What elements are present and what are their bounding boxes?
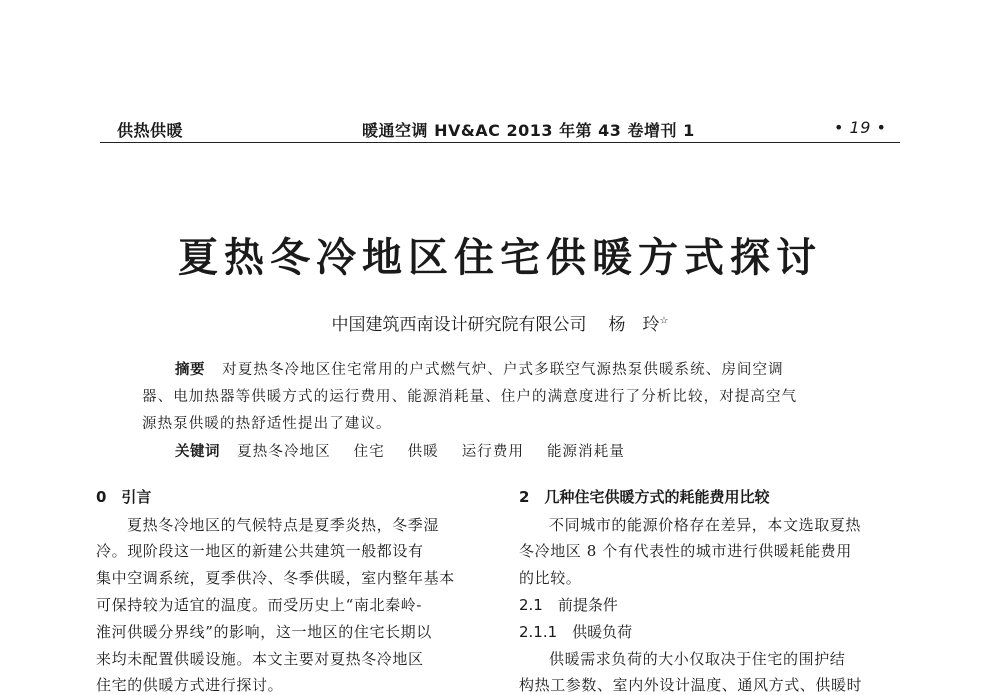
keyword-item: 供暖 [407, 444, 439, 460]
keyword-item: 夏热冬冷地区 [237, 444, 331, 460]
author-line [0, 310, 1000, 335]
intro-line: 住宅的供暖方式进行探讨。 [96, 676, 284, 694]
abstract-line-1 [175, 358, 784, 379]
intro-line: 可保持较为适宜的温度。而受历史上“南北秦岭- [96, 596, 422, 614]
header-journal-info: 暖通空调 HV&AC 2013 年第 43 卷增刊 1 [362, 121, 695, 140]
keyword-item: 运行费用 [461, 444, 525, 460]
intro-line: 夏热冬冷地区的气候特点是夏季炎热，冬季湿 [127, 516, 440, 534]
intro-line: 集中空调系统，夏季供冷、冬季供暖，室内整年基本 [96, 569, 455, 587]
intro-line: 淮河供暖分界线”的影响，这一地区的住宅长期以 [96, 623, 432, 641]
section-heading-intro: 0 引言 [96, 488, 152, 506]
author-name: 杨 玲 [608, 315, 660, 335]
header-rule [100, 142, 900, 143]
intro-line: 冷。现阶段这一地区的新建公共建筑一般都设有 [96, 542, 424, 560]
abstract-text-1: 对夏热冬冷地区住宅常用的户式燃气炉、户式多联空气源热泵供暖系统、房间空调 [222, 362, 784, 378]
comparison-line: 不同城市的能源价格存在差异，本文选取夏热 [549, 516, 862, 534]
header-section-label: 供热供暖 [117, 121, 184, 140]
paper-title: 夏热冬冷地区住宅供暖方式探讨 [178, 235, 822, 281]
load-line: 供暖需求负荷的大小仅取决于住宅的围护结 [549, 650, 846, 668]
comparison-line: 的比较。 [519, 569, 582, 587]
keywords-label: 关键词 [175, 444, 220, 460]
comparison-line: 冬冷地区 8 个有代表性的城市进行供暖耗能费用 [519, 542, 852, 560]
intro-line: 来均未配置供暖设施。本文主要对夏热冬冷地区 [96, 650, 424, 668]
abstract-label: 摘要 [175, 362, 205, 378]
section-heading-comparison: 2 几种住宅供暖方式的耗能费用比较 [519, 488, 770, 506]
author-affiliation: 中国建筑西南设计研究院有限公司 [331, 315, 587, 335]
keyword-item: 能源消耗量 [546, 444, 625, 460]
author-mark: ☆ [659, 315, 669, 327]
keywords-line [175, 440, 625, 461]
header-page-number: • 19 • [834, 118, 887, 137]
subsection-heading-premise: 2.1 前提条件 [519, 596, 618, 614]
abstract-line-2: 器、电加热器等供暖方式的运行费用、能源消耗量、住户的满意度进行了分析比较，对提高空气 [142, 389, 798, 405]
keyword-item: 住宅 [353, 444, 385, 460]
abstract-line-3: 源热泵供暖的热舒适性提出了建议。 [142, 416, 392, 432]
subsection-heading-load: 2.1.1 供暖负荷 [519, 623, 633, 641]
load-line: 构热工参数、室内外设计温度、通风方式、供暖时 [519, 676, 863, 694]
